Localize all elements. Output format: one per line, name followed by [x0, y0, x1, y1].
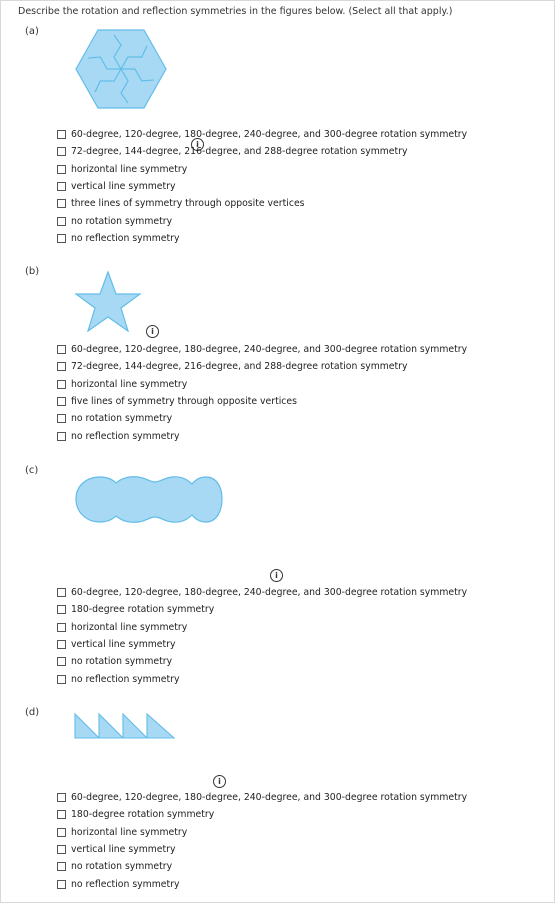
option-row[interactable]: [57, 376, 467, 393]
option-label: vertical line symmetry: [71, 844, 176, 856]
part-d-label: (d): [25, 707, 40, 718]
option-label: horizontal line symmetry: [71, 163, 188, 175]
option-label: horizontal line symmetry: [71, 621, 188, 633]
option-row[interactable]: [57, 619, 467, 636]
option-row[interactable]: [57, 858, 467, 875]
part-b-options: [57, 341, 467, 445]
option-label: vertical line symmetry: [71, 181, 176, 193]
option-label: 60-degree, 120-degree, 180-degree, 240-degree, and 300-degree rotation symmetry: [71, 587, 468, 599]
checkbox[interactable]: [57, 640, 66, 649]
option-label: vertical line symmetry: [71, 639, 176, 651]
checkbox[interactable]: [57, 147, 66, 156]
option-row[interactable]: [57, 636, 467, 653]
info-icon[interactable]: i: [270, 569, 283, 582]
option-label: no reflection symmetry: [71, 232, 180, 244]
option-row[interactable]: [57, 875, 467, 892]
option-row[interactable]: [57, 584, 467, 601]
checkbox[interactable]: [57, 657, 66, 666]
checkbox[interactable]: [57, 380, 66, 389]
checkbox[interactable]: [57, 862, 66, 871]
option-label: 72-degree, 144-degree, 216-degree, and 288-degree rotation symmetry: [71, 361, 408, 373]
option-label: 180-degree rotation symmetry: [71, 809, 215, 821]
checkbox[interactable]: [57, 414, 66, 423]
option-label: horizontal line symmetry: [71, 826, 188, 838]
option-label: horizontal line symmetry: [71, 378, 188, 390]
checkbox[interactable]: [57, 675, 66, 684]
checkbox[interactable]: [57, 605, 66, 614]
checkbox[interactable]: [57, 588, 66, 597]
sawtooth-triangles-figure: [74, 712, 176, 740]
option-row[interactable]: [57, 358, 467, 375]
option-label: 60-degree, 120-degree, 180-degree, 240-degree, and 300-degree rotation symmetry: [71, 344, 468, 356]
option-label: no rotation symmetry: [71, 215, 173, 227]
checkbox[interactable]: [57, 623, 66, 632]
checkbox[interactable]: [57, 234, 66, 243]
option-row[interactable]: [57, 670, 467, 687]
part-b-label: (b): [25, 266, 40, 277]
checkbox[interactable]: [57, 793, 66, 802]
option-row[interactable]: [57, 789, 467, 806]
option-row[interactable]: [57, 230, 467, 247]
option-row[interactable]: [57, 212, 467, 229]
option-label: no rotation symmetry: [71, 861, 173, 873]
star-figure: [74, 270, 142, 334]
option-label: 180-degree rotation symmetry: [71, 604, 215, 616]
checkbox[interactable]: [57, 810, 66, 819]
option-label: three lines of symmetry through opposite vertices: [71, 198, 305, 210]
checkbox[interactable]: [57, 362, 66, 371]
checkbox[interactable]: [57, 345, 66, 354]
option-label: no rotation symmetry: [71, 413, 173, 425]
option-row[interactable]: [57, 161, 467, 178]
option-row[interactable]: [57, 806, 467, 823]
info-icon[interactable]: i: [146, 325, 159, 338]
checkbox[interactable]: [57, 165, 66, 174]
checkbox[interactable]: [57, 845, 66, 854]
question-instructions: Describe the rotation and reflection symmetries in the figures below. (Select all that apply.): [18, 6, 453, 17]
scalloped-capsule-figure: [74, 474, 224, 526]
part-a-label: (a): [25, 26, 39, 37]
part-d-options: [57, 789, 467, 893]
checkbox[interactable]: [57, 880, 66, 889]
part-c-options: [57, 584, 467, 688]
option-label: no reflection symmetry: [71, 878, 180, 890]
option-row[interactable]: [57, 841, 467, 858]
checkbox[interactable]: [57, 182, 66, 191]
option-row[interactable]: [57, 427, 467, 444]
info-icon[interactable]: i: [213, 775, 226, 788]
option-label: no reflection symmetry: [71, 673, 180, 685]
part-a-options: [57, 126, 467, 247]
option-label: 60-degree, 120-degree, 180-degree, 240-degree, and 300-degree rotation symmetry: [71, 129, 468, 141]
checkbox[interactable]: [57, 199, 66, 208]
option-row[interactable]: [57, 653, 467, 670]
option-row[interactable]: [57, 178, 467, 195]
option-label: no reflection symmetry: [71, 430, 180, 442]
part-c-label: (c): [25, 465, 39, 476]
option-row[interactable]: [57, 126, 467, 143]
option-row[interactable]: [57, 824, 467, 841]
checkbox[interactable]: [57, 432, 66, 441]
option-row[interactable]: [57, 410, 467, 427]
option-label: 60-degree, 120-degree, 180-degree, 240-degree, and 300-degree rotation symmetry: [71, 792, 468, 804]
option-row[interactable]: [57, 601, 467, 618]
option-row[interactable]: [57, 143, 467, 160]
option-row[interactable]: [57, 393, 467, 410]
checkbox[interactable]: [57, 130, 66, 139]
checkbox[interactable]: [57, 397, 66, 406]
option-row[interactable]: [57, 195, 467, 212]
option-label: 72-degree, 144-degree, 216-degree, and 288-degree rotation symmetry: [71, 146, 408, 158]
hexagon-pinwheel-figure: [74, 27, 168, 111]
info-icon[interactable]: i: [191, 138, 204, 151]
option-label: five lines of symmetry through opposite vertices: [71, 396, 297, 408]
option-row[interactable]: [57, 341, 467, 358]
checkbox[interactable]: [57, 828, 66, 837]
checkbox[interactable]: [57, 217, 66, 226]
option-label: no rotation symmetry: [71, 656, 173, 668]
